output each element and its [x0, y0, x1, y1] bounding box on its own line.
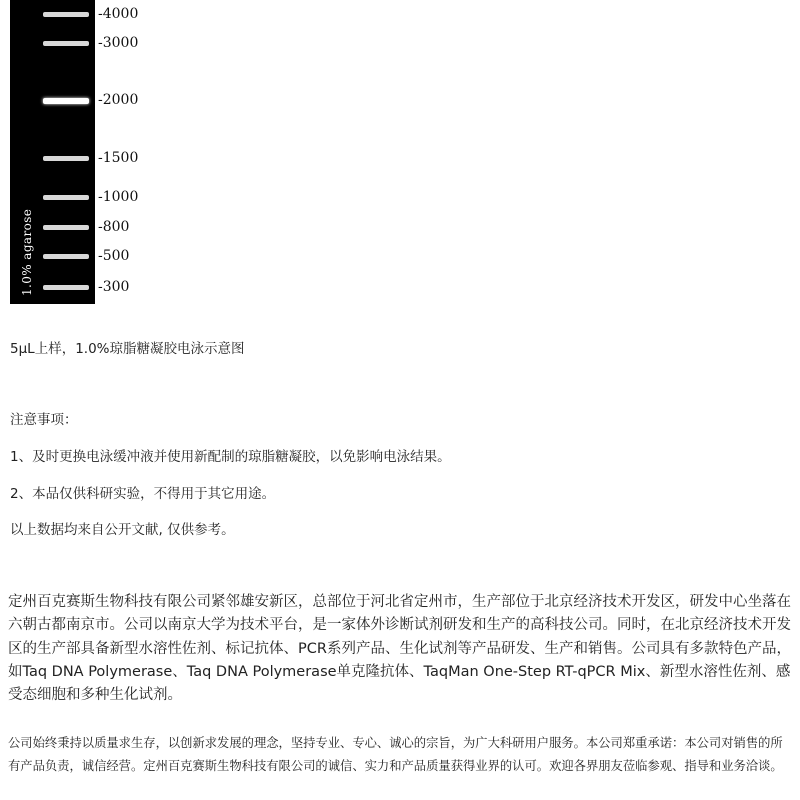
company-commitment: 公司始终秉持以质量求生存，以创新求发展的理念，坚持专业、专心、诚心的宗旨，为广大科研用户服务。本公司郑重承诺：本公司对销售的所有产品负责，诚信经营。定州百克赛斯生物科技有限公司的诚信、实力和产品质量获得业界的认可。欢迎各界朋友莅临参观、指导和业务洽谈。	[8, 736, 783, 773]
band-size-label: -1000	[98, 189, 139, 205]
band-size-label: -500	[98, 248, 130, 264]
gel-electrophoresis-figure	[0, 0, 800, 310]
note-item-1: 1、及时更换电泳缓冲液并使用新配制的琼脂糖凝胶，以免影响电泳结果。	[10, 449, 451, 465]
band-size-label: -1500	[98, 150, 139, 166]
gel-band	[43, 225, 89, 230]
gel-band	[43, 254, 89, 259]
band-size-label: -800	[98, 219, 130, 235]
band-size-label: -300	[98, 279, 130, 295]
figure-caption: 5μL上样，1.0%琼脂糖凝胶电泳示意图	[10, 341, 245, 357]
note-item-2: 2、本品仅供科研实验，不得用于其它用途。	[10, 486, 276, 502]
gel-band	[43, 156, 89, 161]
gel-band	[43, 98, 89, 104]
band-size-label: -3000	[98, 35, 139, 51]
band-size-label: -4000	[98, 6, 139, 22]
gel-band	[43, 12, 89, 17]
band-size-label: -2000	[98, 92, 139, 108]
gel-band	[43, 285, 89, 290]
company-introduction: 定州百克赛斯生物科技有限公司紧邻雄安新区，总部位于河北省定州市，生产部位于北京经济技术开发区，研发中心坐落在六朝古都南京市。公司以南京大学为技术平台，是一家体外诊断试剂研发和生产的高科技公司。同时，在北京经济技术开发区的生产部具备新型水溶性佐剂、标记抗体、PCR系列产品、生化试剂等产品研发、生产和销售。公司具有多款特色产品，如Taq DNA Polymerase、Taq DNA Polymerase单克隆抗体、TaqMan One-Step RT-qPCR Mix、新型水溶性佐剂、感受态细胞和多种生化试剂。	[8, 594, 791, 704]
gel-band	[43, 195, 89, 200]
gel-concentration-label: 1.0% agarose	[20, 208, 34, 296]
notes-heading: 注意事项：	[10, 412, 78, 428]
data-disclaimer: 以上数据均来自公开文献, 仅供参考。	[10, 522, 235, 538]
gel-band	[43, 41, 89, 46]
